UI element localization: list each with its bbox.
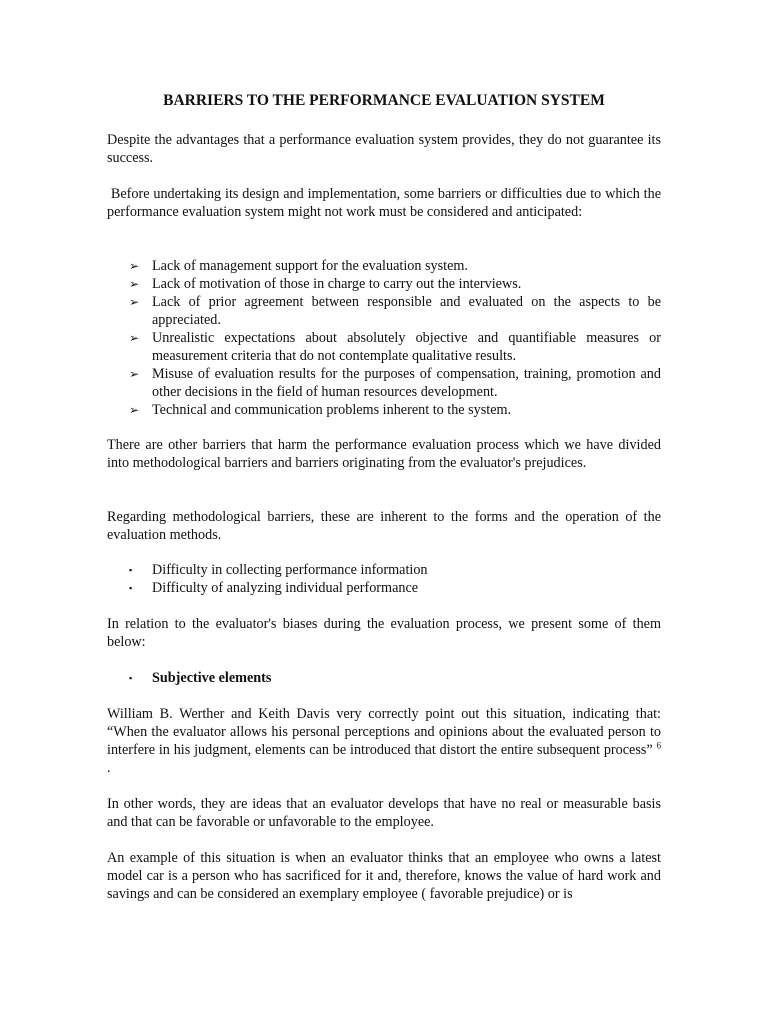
list-item: [129, 401, 661, 419]
square-bullet-icon: ▪: [129, 673, 133, 683]
arrow-bullet-icon: ➢: [129, 403, 140, 417]
list-item-text: Lack of management support for the evaluation system.: [152, 258, 468, 274]
list-item: [129, 561, 661, 579]
list-item-text: Difficulty in collecting performance information: [152, 562, 428, 578]
paragraph-text: Regarding methodological barriers, these are inherent to the forms and the operation of the evaluation methods.: [107, 509, 661, 543]
list-item-text: Difficulty of analyzing individual performance: [152, 580, 419, 596]
paragraph-methodological: [107, 508, 661, 544]
list-item-text: Unrealistic expectations about absolutely objective and quantifiable measures or measurement criteria that do not contemplate qualitative results.: [152, 330, 661, 364]
square-bullet-icon: ▪: [129, 583, 133, 593]
paragraph-text: William B. Werther and Keith Davis very correctly point out this situation, indicating that: “When the evaluator allows his personal perceptions and opinions about the evaluated person to interfere in his judgment, elements can be introduced that distort the entire subsequent process”: [107, 706, 661, 758]
arrow-bullet-icon: ➢: [129, 259, 140, 273]
list-item: [129, 669, 661, 687]
paragraph-example: [107, 849, 661, 903]
list-item: [129, 257, 661, 275]
arrow-bullet-icon: ➢: [129, 277, 140, 291]
paragraph-werther-davis: [107, 705, 661, 777]
paragraph-quote: [107, 705, 661, 777]
paragraph-barriers-intro: [107, 185, 665, 221]
list-item-text: Misuse of evaluation results for the purposes of compensation, training, promotion and other decisions in the field of human resources development.: [152, 366, 661, 400]
paragraph-text: Before undertaking its design and implementation, some barriers or difficulties due to which the performance evaluation system might not work must be considered and anticipated:: [107, 186, 665, 220]
arrow-bullet-icon: ➢: [129, 331, 140, 345]
paragraph-biases: [107, 615, 661, 651]
methodological-list: [129, 561, 661, 597]
list-item: [129, 293, 661, 329]
list-item-text: Technical and communication problems inherent to the system.: [152, 402, 512, 418]
arrow-bullet-icon: ➢: [129, 295, 140, 309]
paragraph-end: .: [107, 760, 111, 776]
paragraph-text: In other words, they are ideas that an evaluator develops that have no real or measurable basis and that can be favorable or unfavorable to the employee.: [107, 796, 661, 830]
list-item-text: Lack of prior agreement between responsible and evaluated on the aspects to be appreciated.: [152, 294, 661, 328]
barriers-list: [129, 257, 661, 419]
square-bullet-icon: ▪: [129, 565, 133, 575]
paragraph-text: Despite the advantages that a performance evaluation system provides, they do not guarantee its success.: [107, 132, 661, 166]
list-item: [129, 579, 661, 597]
list-item: [129, 365, 661, 401]
list-item: [129, 275, 661, 293]
list-item-text: Subjective elements: [152, 670, 272, 686]
paragraph-text: There are other barriers that harm the performance evaluation process which we have divided into methodological barriers and barriers originating from the evaluator's prejudices.: [107, 437, 661, 471]
paragraph-text: In relation to the evaluator's biases during the evaluation process, we present some of them below:: [107, 616, 661, 650]
paragraph-intro: [107, 131, 661, 167]
footnote-reference: 6: [656, 740, 661, 751]
paragraph-other-barriers: [107, 436, 661, 472]
arrow-bullet-icon: ➢: [129, 367, 140, 381]
paragraph-other-words: [107, 795, 661, 831]
list-item: [129, 329, 661, 365]
document-title: BARRIERS TO THE PERFORMANCE EVALUATION SYSTEM: [163, 92, 605, 109]
paragraph-text: An example of this situation is when an evaluator thinks that an employee who owns a latest model car is a person who has sacrificed for it and, therefore, knows the value of hard work and savings and can be considered an exemplary employee ( favorable prejudice) or is: [107, 850, 661, 902]
bias-list: [129, 669, 661, 687]
list-item-text: Lack of motivation of those in charge to carry out the interviews.: [152, 276, 522, 292]
